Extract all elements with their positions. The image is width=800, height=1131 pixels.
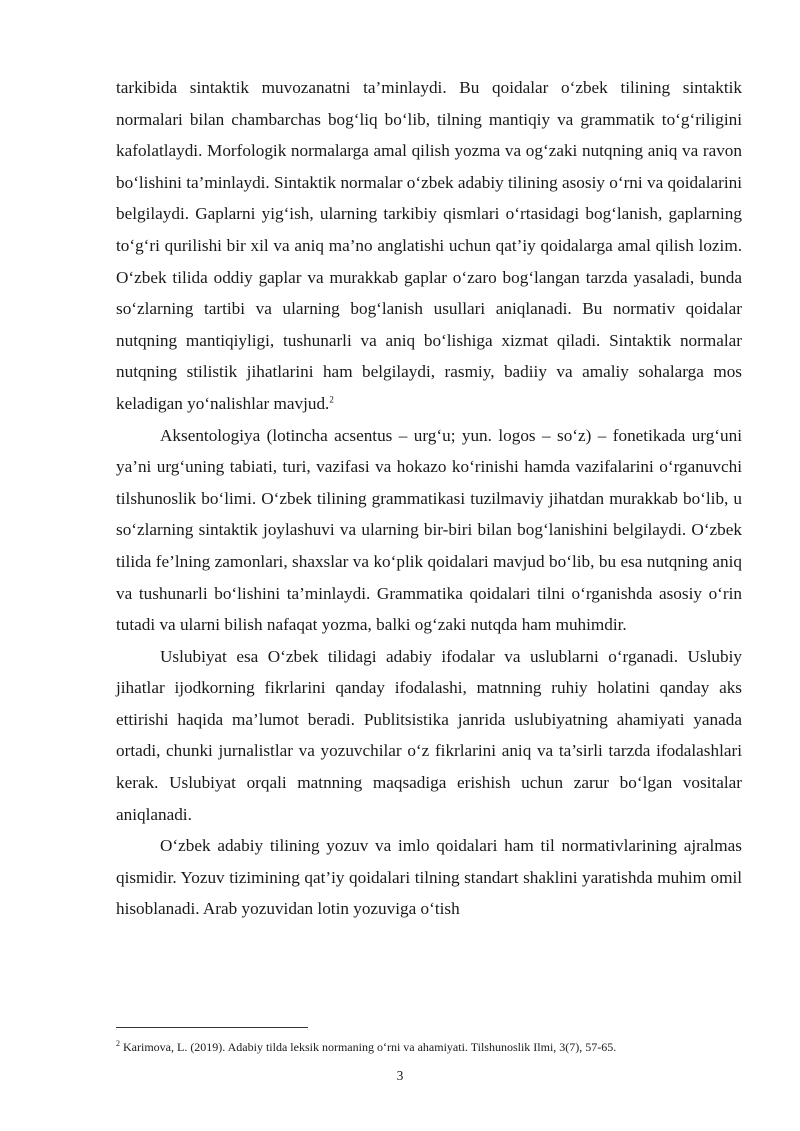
footnote-reference: 2 (329, 394, 334, 405)
body-text (116, 72, 742, 925)
paragraph-2: Aksentologiya (lotincha acsentus – urg‘u; yun. logos – so‘z) – fonetikada urg‘uni ya’ni urg‘uning tabiati, turi, vazifasi va hokazo ko‘rinishi hamda vazifalarini o‘rganuvchi tilshunoslik bo‘limi. O‘zbek tilining grammatikasi tuzilmaviy jihatdan murakkab bo‘lib, u so‘zlarning sintaktik joylashuvi va ularning bir-biri bilan bog‘lanishini belgilaydi. O‘zbek tilida fe’lning zamonlari, shaxslar va ko‘plik qoidalari mavjud bo‘lib, bu esa nutqning aniq va tushunarli bo‘lishini ta’minlaydi. Grammatika qoidalari tilni o‘rganishda asosiy o‘rin tutadi va ularni bilish nafaqat yozma, balki og‘zaki nutqda ham muhimdir. (116, 425, 742, 635)
paragraph-1-text: tarkibida sintaktik muvozanatni ta’minlaydi. Bu qoidalar o‘zbek tilining sintaktik normalari bilan chambarchas bog‘liq bo‘lib, tilning mantiqiy va grammatik to‘g‘riligini kafolatlaydi. Morfologik normalarga amal qilish yozma va og‘zaki nutqning aniq va ravon bo‘lishini ta’minlaydi. Sintaktik normalar o‘zbek adabiy tilining asosiy o‘rni va qoidalarini belgilaydi. Gaplarni yig‘ish, ularning tarkibiy qismlari o‘rtasidagi bog‘lanish, gaplarning to‘g‘ri qurilishi bir xil va aniq ma’no anglatishi uchun qat’iy qoidalarga amal qilish lozim. O‘zbek tilida oddiy gaplar va murakkab gaplar o‘zaro bog‘langan tarzda yasaladi, bunda so‘zlarning tartibi va ularning bog‘lanish usullari aniqlanadi. Bu normativ qoidalar nutqning mantiqiyligi, tushunarli va aniq bo‘lishiga xizmat qiladi. Sintaktik normalar nutqning stilistik jihatlarini ham belgilaydi, rasmiy, badiiy va amaliy sohalarga mos keladigan yo‘nalishlar mavjud. (116, 78, 742, 413)
paragraph-3: Uslubiyat esa O‘zbek tilidagi adabiy ifodalar va uslublarni o‘rganadi. Uslubiy jihatlar ijodkorning fikrlarini qanday ifodalashi, matnning ruhiy holatini qanday aks ettirishi haqida ma’lumot beradi. Publitsistika janrida uslubiyatning ahamiyati yanada ortadi, chunki jurnalistlar va yozuvchilar o‘z fikrlarini aniq va ta’sirli tarzda ifodalashlari kerak. Uslubiyat orqali matnning maqsadiga erishish uchun zarur bo‘lgan vositalar aniqlanadi. (116, 646, 742, 824)
page-number: 3 (396, 1068, 404, 1083)
footnote-separator (116, 1027, 308, 1028)
footnote-text: Karimova, L. (2019). Adabiy tilda leksik normaning o‘rni va ahamiyati. Tilshunoslik Ilmi, 3(7), 57-65. (123, 1040, 617, 1054)
paragraph-4: O‘zbek adabiy tilining yozuv va imlo qoidalari ham til normativlarining ajralmas qismidir. Yozuv tizimining qat’iy qoidalari tilning standart shaklini yaratishda muhim omil hisoblanadi. Arab yozuvidan lotin yozuviga o‘tish (116, 836, 742, 919)
footnote-number: 2 (116, 1039, 120, 1048)
paragraph-1 (116, 72, 742, 420)
footnote (116, 1039, 756, 1055)
